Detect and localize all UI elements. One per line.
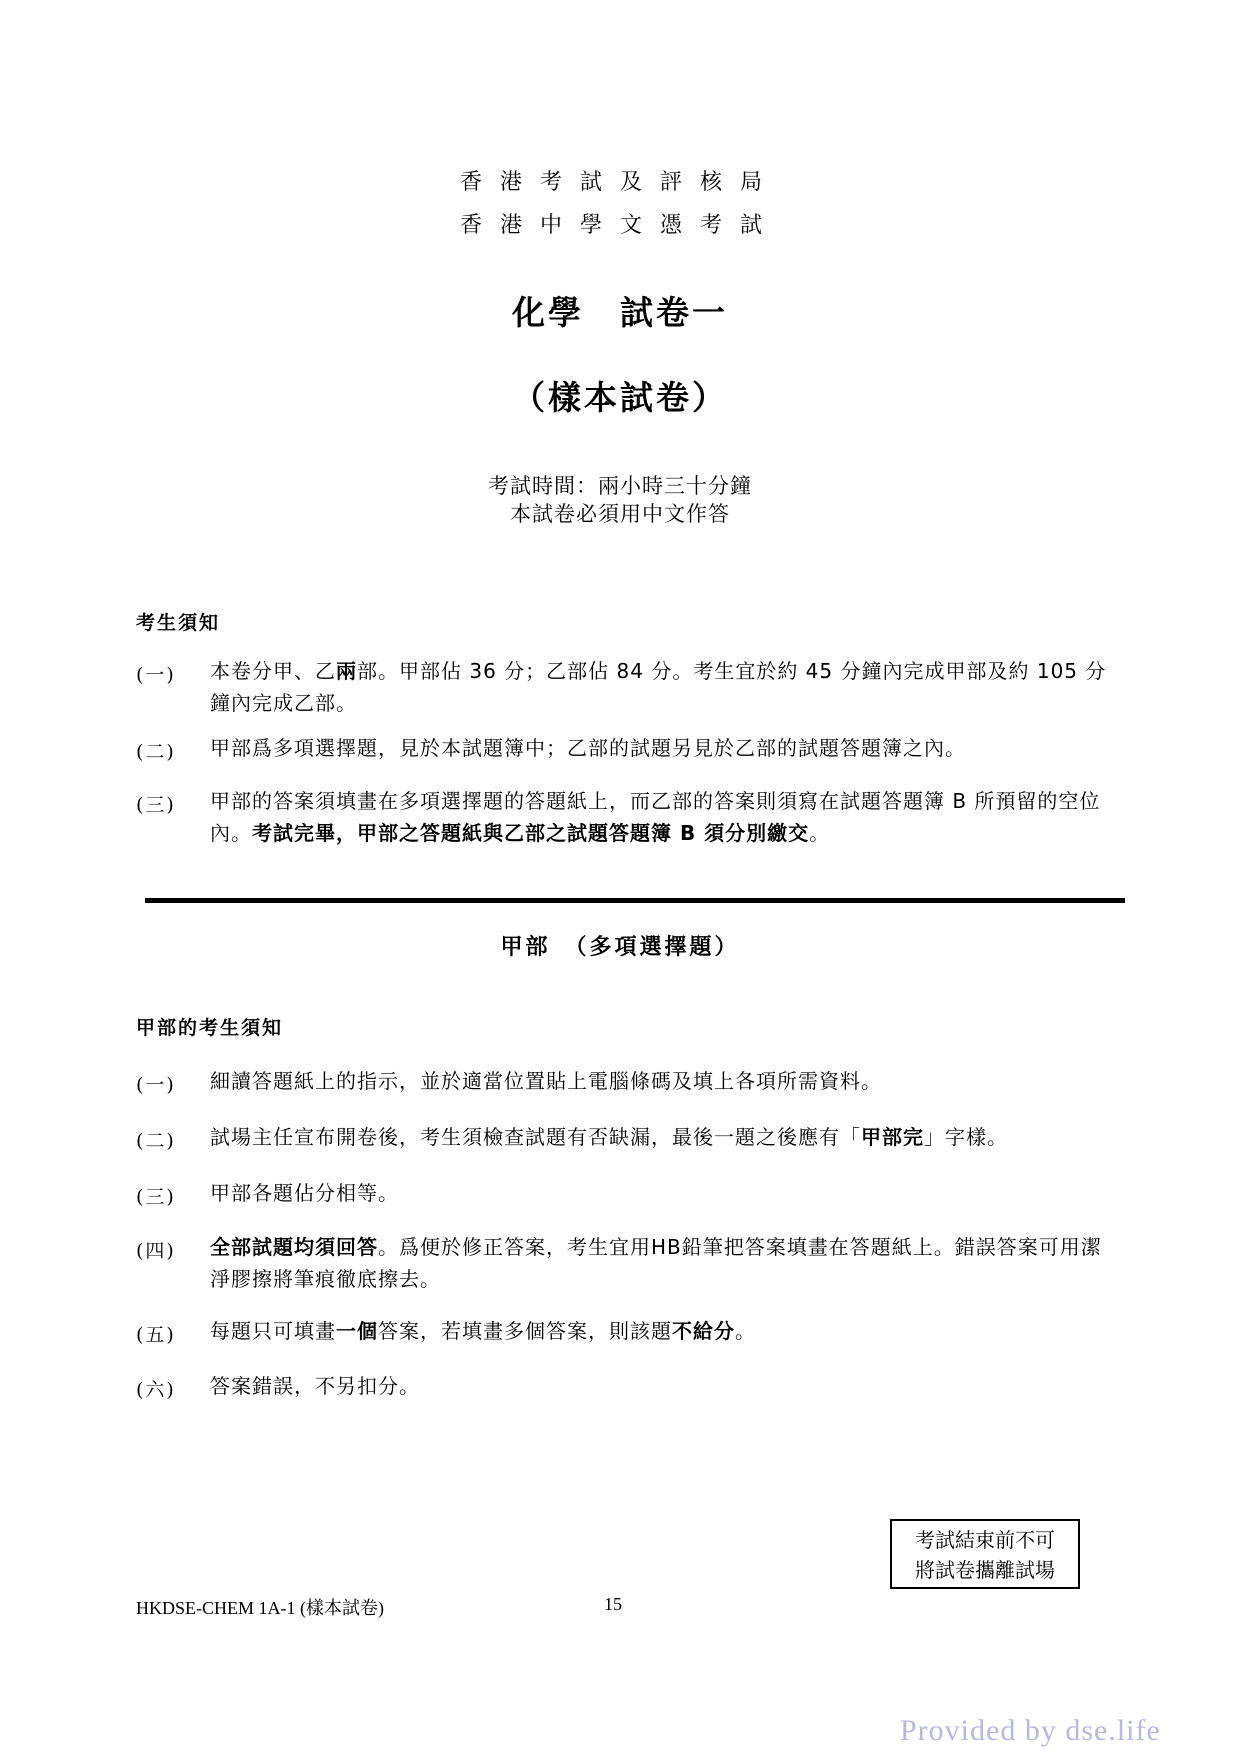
text-run: 」字樣。 <box>924 1125 1008 1149</box>
section-a-title: 甲部 （多項選擇題） <box>500 935 740 960</box>
text-run: 甲部各題佔分相等。 <box>210 1181 399 1205</box>
item-text <box>210 1231 1110 1295</box>
notice-line: 將試卷攜離試場 <box>915 1558 1055 1582</box>
paper-title: 化學 試卷一 <box>512 293 728 332</box>
item-number: (六) <box>136 1379 176 1401</box>
paper-code: HKDSE-CHEM 1A-1 (樣本試卷) <box>136 1598 384 1618</box>
text-run: 。 <box>735 1319 756 1343</box>
item-text <box>210 1370 1110 1402</box>
item-text <box>210 655 1110 719</box>
section-a-heading: 甲部的考生須知 <box>136 1017 284 1039</box>
text-run: 細讀答題紙上的指示，並於適當位置貼上電腦條碼及填上各項所需資料。 <box>210 1069 882 1093</box>
item-number: (一) <box>136 1074 176 1096</box>
exam-language: 本試卷必須用中文作答 <box>510 502 730 526</box>
paper-subtitle: （樣本試卷） <box>512 378 728 417</box>
section-divider <box>145 898 1125 903</box>
text-run: 本卷分甲、乙 <box>210 659 336 683</box>
bold-run: 考試完畢，甲部之答題紙與乙部之試題答題簿 B 須分別繳交 <box>252 821 810 845</box>
bold-run: 甲部完 <box>861 1125 924 1149</box>
item-text <box>210 1121 1110 1153</box>
instructions-heading: 考生須知 <box>136 612 221 634</box>
item-text <box>210 785 1110 849</box>
item-number: (三) <box>136 794 176 816</box>
item-text <box>210 1177 1110 1209</box>
text-run: 試場主任宣布開卷後，考生須檢查試題有否缺漏，最後一題之後應有「 <box>210 1125 861 1149</box>
page-number: 15 <box>604 1594 622 1614</box>
item-text <box>210 1315 1110 1347</box>
bold-run: 兩 <box>336 659 357 683</box>
bold-run: 一個 <box>336 1319 378 1343</box>
bold-run: 全部試題均須回答 <box>210 1235 378 1259</box>
item-number: (四) <box>136 1240 176 1262</box>
item-number: (二) <box>136 1130 176 1152</box>
item-number: (五) <box>136 1324 176 1346</box>
item-number: (三) <box>136 1186 176 1208</box>
exam-duration: 考試時間：兩小時三十分鐘 <box>488 474 752 498</box>
text-run: 每題只可填畫 <box>210 1319 336 1343</box>
authority-name: 香港考試及評核局 <box>459 170 780 195</box>
notice-line: 考試結束前不可 <box>915 1528 1055 1552</box>
exam-name: 香港中學文憑考試 <box>459 213 780 238</box>
text-run: 甲部的答案須填畫在多項選擇題的答題紙上，而乙部的答案則須寫在試題答題簿 B 所預留的空位內。 <box>210 789 1101 845</box>
item-text <box>210 732 1110 764</box>
text-run: 部。甲部佔 36 分；乙部佔 84 分。考生宜於約 45 分鐘內完成甲部及約 105 分鐘內完成乙部。 <box>210 659 1107 715</box>
text-run: 甲部爲多項選擇題，見於本試題簿中；乙部的試題另見於乙部的試題答題簿之內。 <box>210 736 966 760</box>
item-number: (一) <box>136 664 176 686</box>
text-run: 答案，若填畫多個答案，則該題 <box>378 1319 672 1343</box>
text-run: 。爲便於修正答案，考生宜用HB鉛筆把答案填畫在答題紙上。錯誤答案可用潔淨膠擦將筆痕徹底擦去。 <box>210 1235 1102 1291</box>
source-watermark: Provided by dse.life <box>900 1714 1161 1747</box>
text-run: 答案錯誤，不另扣分。 <box>210 1374 420 1398</box>
bold-run: 不給分 <box>672 1319 735 1343</box>
no-removal-notice-box <box>890 1519 1080 1589</box>
item-text <box>210 1065 1110 1097</box>
text-run: 。 <box>809 821 831 845</box>
item-number: (二) <box>136 741 176 763</box>
